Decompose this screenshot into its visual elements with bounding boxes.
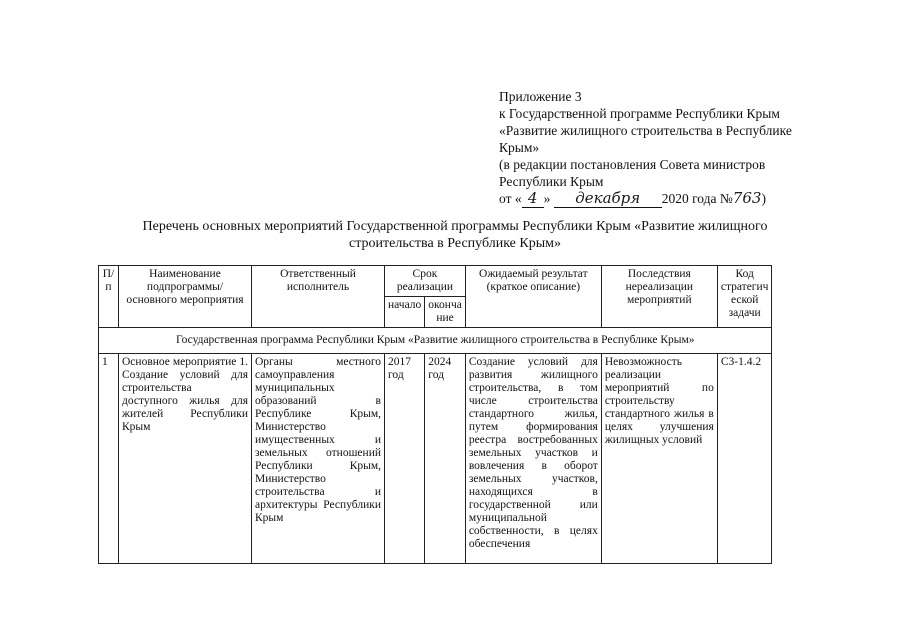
cell-start: 2017 год [385, 354, 425, 564]
appendix-line: (в редакции постановления Совета министров [499, 157, 766, 172]
handwritten-day: 4 [522, 190, 544, 208]
handwritten-month: декабря [554, 190, 662, 208]
table-row [99, 354, 772, 564]
header-code: Код стратегич еской задачи [717, 266, 772, 328]
cell-num: 1 [99, 354, 119, 564]
activities-table [98, 265, 772, 564]
handwritten-number: 763 [732, 189, 762, 207]
quote-close: » [543, 191, 551, 206]
header-start: начало [385, 297, 425, 328]
appendix-line: Крым» [499, 140, 540, 155]
appendix-line: Приложение 3 [499, 89, 582, 104]
header-responsible: Ответственный исполнитель [252, 266, 385, 328]
cell-responsible: Органы местного самоуправления муниципальных образований в Республике Крым, Министерство имущественных и земельных отношений Республики Крым, Министерство строительства и архитектуры Республики Крым [252, 354, 385, 564]
header-consequences: Последствия нереализации мероприятий [601, 266, 717, 328]
appendix-line: «Развитие жилищного строительства в Республике [499, 123, 792, 138]
from-prefix: от « [499, 191, 522, 206]
appendix-line: к Государственной программе Республики Крым [499, 106, 780, 121]
document-title: Перечень основных мероприятий Государственной программы Республики Крым «Развитие жилищного строительства в Республике Крым» [142, 219, 768, 251]
year-text: 2020 года № [661, 191, 733, 206]
resolution-date-line [499, 190, 819, 208]
cell-name: Основное мероприятие 1. Создание условий для строительства доступного жилья для жителей Республики Крым [119, 354, 252, 564]
program-row: Государственная программа Республики Крым «Развитие жилищного строительства в Республике Крым» [99, 328, 772, 354]
cell-code: С3-1.4.2 [717, 354, 772, 564]
appendix-header [499, 88, 819, 208]
header-result: Ожидаемый результат (краткое описание) [465, 266, 601, 328]
header-end: оконча ние [425, 297, 466, 328]
cell-result: Создание условий для развития жилищного строительства, в том числе строительства стандартного жилья, путем формирования реестра востребованных земельных участков и вовлечения в оборот земельных участков, находящихся в государственной или муниципальной собственности, в целях обеспечения [465, 354, 601, 564]
header-num: П/п [99, 266, 119, 328]
header-period: Срок реализации [385, 266, 466, 297]
cell-end: 2024 год [425, 354, 466, 564]
close-paren: ) [761, 191, 766, 206]
header-name: Наименование подпрограммы/основного мероприятия [119, 266, 252, 328]
appendix-line: Республики Крым [499, 174, 604, 189]
cell-consequences: Невозможность реализации мероприятий по строительству стандартного жилья в целях улучшения жилищных условий [601, 354, 717, 564]
